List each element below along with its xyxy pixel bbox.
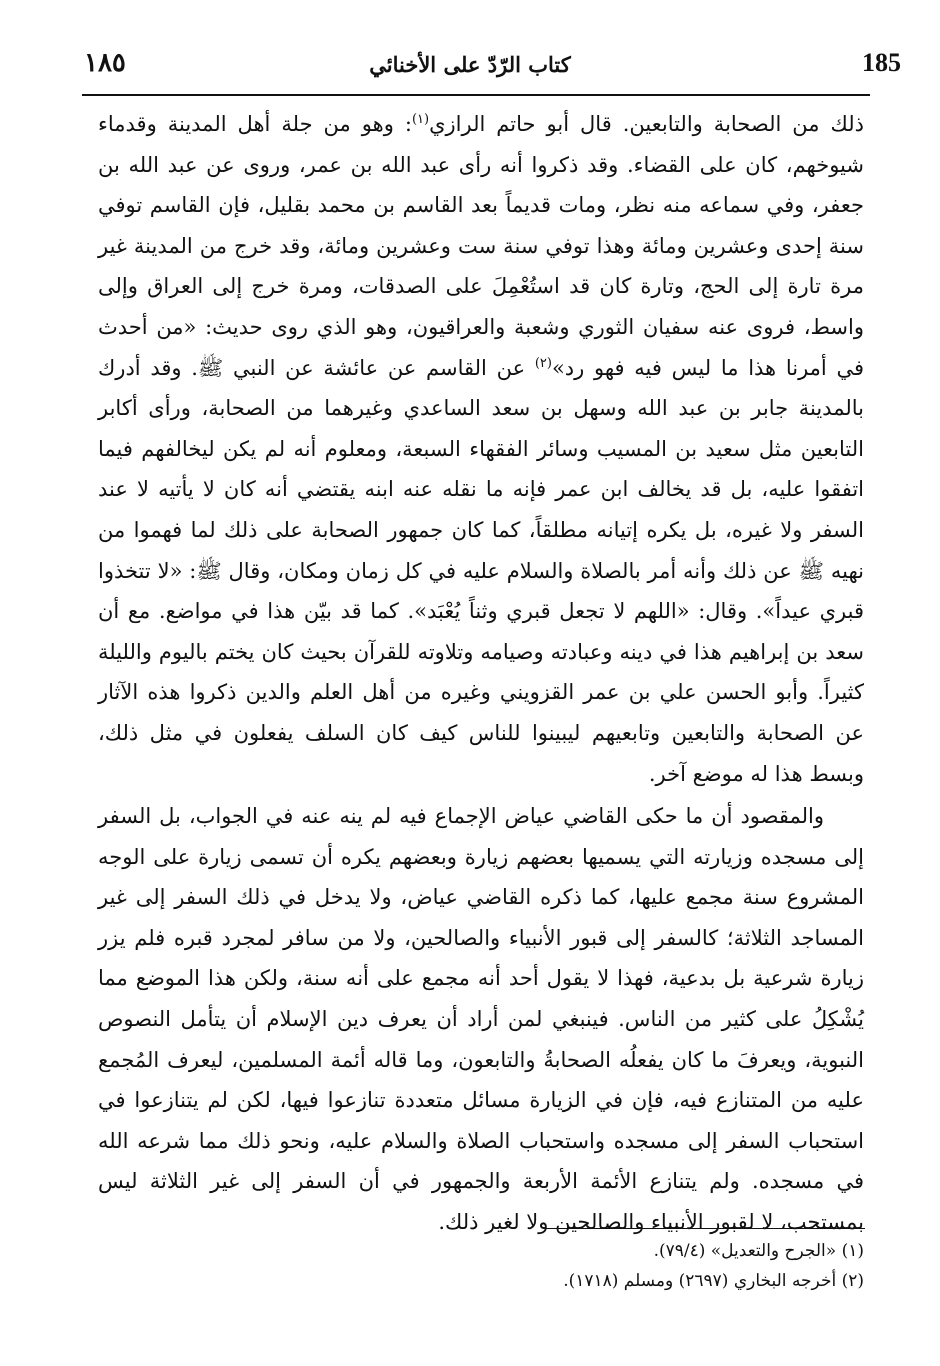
- paragraph-1-part-c: عن القاسم عن عائشة عن النبي ﷺ. وقد أدرك بالمدينة جابر بن عبد الله وسهل بن سعد الساعدي وغيرهما من الصحابة، ورأى أكابر التابعين مثل سعيد بن المسيب وسائر الفقهاء السبعة، ومعلوم أنه لم يكن ليخالفهم فيما اتفقوا عليه، بل قد يخالف ابن عمر فإنه ما نقله عنه ابنه يقتضي أنه كان لا يأتيه لا عند السفر ولا غيره، بل يكره إتيانه مطلقاً، كما كان جمهور الصحابة على ذلك لما فهموا من نهيه ﷺ عن ذلك وأنه أمر بالصلاة والسلام عليه في كل زمان ومكان، وقال ﷺ: «لا تتخذوا قبري عيداً». وقال: «اللهم لا تجعل قبري وثناً يُعْبَد». كما قد بيّن هذا في مواضع. مع أن سعد بن إبراهيم هذا في دينه وعبادته وصيامه وتلاوته للقرآن بحيث كان يختم باليوم والليلة كثيراً. وأبو الحسن علي بن عمر القزويني وغيره من أهل العلم والدين ذكروا هذه الآثار عن الصحابة والتابعين وتابعيهم ليبينوا للناس كيف كان السلف يفعلون في مثل ذلك، وبسط هذا له موضع آخر.: [98, 355, 864, 786]
- running-title: كتاب الرّدّ على الأخنائي: [369, 52, 571, 77]
- page-header: [70, 48, 901, 88]
- page-number-latin: 185: [862, 48, 901, 77]
- page-number-arabic: ١٨٥: [84, 48, 126, 78]
- paragraph-1-part-a: ذلك من الصحابة والتابعين. قال أبو حاتم الرازي: [429, 112, 864, 136]
- footnote-1: (١) «الجرح والتعديل» (٧٩/٤).: [653, 1241, 864, 1261]
- paragraph-1-part-b: : وهو من جلة أهل المدينة وقدماء شيوخهم، كان على القضاء. وقد ذكروا أنه رأى عبد الله بن عمر، وروى عن عبد الله بن جعفر، وفي سماعه منه نظر، ومات قديماً بعد القاسم بن محمد بقليل، فإن القاسم توفي سنة إحدى وعشرين ومائة وهذا توفي سنة ست وعشرين ومائة، وقد خرج من المدينة غير مرة تارة إلى الحج، وتارة كان قد استُعْمِلَ على الصدقات، ومرة خرج إلى العراق وإلى واسط، فروى عنه سفيان الثوري وشعبة والعراقيون، وهو الذي روى حديث: «من أحدث في أمرنا هذا ما ليس فيه فهو رد»: [98, 112, 864, 380]
- footnote-ref-1: (١): [411, 112, 430, 127]
- footnote-2: (٢) أخرجه البخاري (٢٦٩٧) ومسلم (١٧١٨).: [563, 1271, 864, 1291]
- main-text: [98, 104, 864, 1243]
- header-rule: [82, 94, 870, 96]
- paragraph-2: والمقصود أن ما حكى القاضي عياض الإجماع فيه لم ينه عنه في الجواب، بل السفر إلى مسجده وزيارته التي يسميها بعضهم زيارة وبعضهم يكره أن تسمى زيارة على الوجه المشروع سنة مجمع عليها، كما ذكره القاضي عياض، ولا يدخل في ذلك السفر إلى غير المساجد الثلاثة؛ كالسفر إلى قبور الأنبياء والصالحين، ولا من سافر لمجرد قبره فلم يزر زيارة شرعية بل بدعية، فهذا لا يقول أحد أنه مجمع على أنه سنة، ولكن هذا الموضع مما يُشْكِلُ على كثير من الناس. فينبغي لمن أراد أن يعرف دين الإسلام أن يتأمل النصوص النبوية، ويعرفَ ما كان يفعلُه الصحابةُ والتابعون، وما قاله أئمة المسلمين، ليعرف المُجمع عليه من المتنازع فيه، فإن في الزيارة مسائل متعددة تنازعوا فيها، لكن لم يتنازعوا في استحباب السفر إلى مسجده واستحباب الصلاة والسلام عليه، ونحو ذلك مما شرعه الله في مسجده. ولم يتنازع الأئمة الأربعة والجمهور في أن السفر إلى غير الثلاثة ليس بمستحب، لا لقبور الأنبياء والصالحين ولا لغير ذلك.: [98, 804, 865, 1235]
- footnote-rule: [545, 1228, 865, 1229]
- footnote-ref-2: (٢): [534, 355, 552, 371]
- paragraph-1: [98, 104, 864, 794]
- footnotes: [98, 1236, 864, 1296]
